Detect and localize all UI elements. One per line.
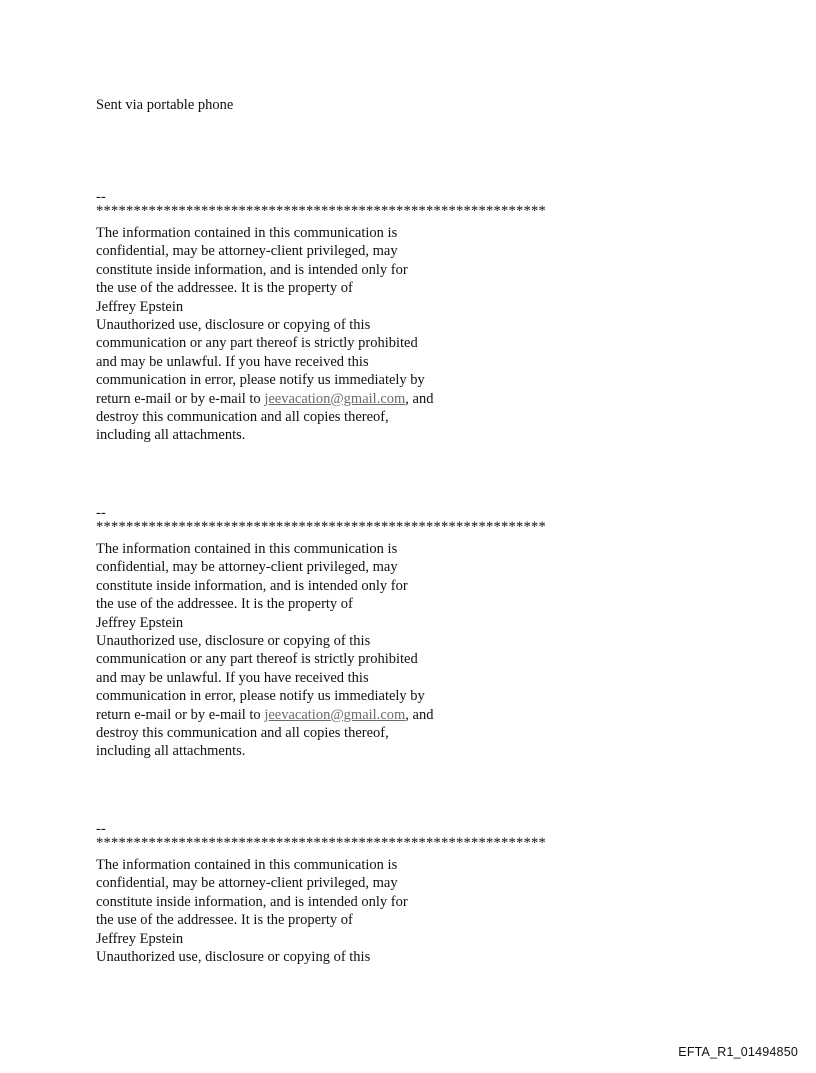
document-id-stamp: EFTA_R1_01494850 [678,1045,798,1059]
separator-dash: -- [96,505,106,521]
disclaimer-text: return e-mail or by e-mail to [96,706,265,723]
email-link[interactable]: jeevacation@gmail.com [264,390,406,407]
disclaimer-line: communication or any part thereof is strictly prohibited [96,651,418,668]
separator-dash: -- [96,189,106,205]
disclaimer-line [96,390,546,408]
disclaimer-line: confidential, may be attorney-client privileged, may [96,559,398,576]
disclaimer-line: destroy this communication and all copies thereof, [96,725,389,742]
disclaimer-line: Jeffrey Epstein [96,930,184,947]
disclaimer-line: the use of the addressee. It is the property of [96,280,353,297]
disclaimer-line: communication in error, please notify us immediately by [96,372,425,389]
disclaimer-line: and may be unlawful. If you have received this [96,669,369,686]
disclaimer-line: constitute inside information, and is intended only for [96,577,408,594]
separator-stars: ************************************************************ [96,519,546,535]
separator-dash: -- [96,821,106,837]
disclaimer-block-2 [96,506,546,761]
disclaimer-line: confidential, may be attorney-client privileged, may [96,243,398,260]
disclaimer-line: The information contained in this communication is [96,541,398,557]
disclaimer-line: communication or any part thereof is strictly prohibited [96,335,418,352]
disclaimer-text: , and [405,390,434,407]
disclaimer-line: including all attachments. [96,743,246,760]
disclaimer-line: Unauthorized use, disclosure or copying of this [96,633,371,650]
disclaimer-line: communication in error, please notify us immediately by [96,688,425,705]
disclaimer-line: Jeffrey Epstein [96,298,184,315]
disclaimer-line: constitute inside information, and is intended only for [96,893,408,910]
disclaimer-line: including all attachments. [96,427,246,444]
disclaimer-block-1 [96,190,546,445]
email-link[interactable]: jeevacation@gmail.com [264,706,406,723]
sent-via-line: Sent via portable phone [96,97,234,113]
disclaimer-line: confidential, may be attorney-client privileged, may [96,875,398,892]
disclaimer-line: the use of the addressee. It is the property of [96,912,353,929]
disclaimer-line: The information contained in this communication is [96,225,398,241]
disclaimer-line: constitute inside information, and is intended only for [96,261,408,278]
disclaimer-line: Jeffrey Epstein [96,614,184,631]
disclaimer-line [96,706,546,724]
disclaimer-line: Unauthorized use, disclosure or copying of this [96,317,371,334]
separator-stars: ************************************************************ [96,203,546,219]
disclaimer-text: return e-mail or by e-mail to [96,390,265,407]
disclaimer-line: The information contained in this communication is [96,857,398,873]
disclaimer-line: the use of the addressee. It is the property of [96,596,353,613]
disclaimer-line: and may be unlawful. If you have received this [96,353,369,370]
disclaimer-block-3 [96,822,546,966]
disclaimer-text: , and [405,706,434,723]
disclaimer-line: Unauthorized use, disclosure or copying of this [96,949,371,966]
disclaimer-line: destroy this communication and all copies thereof, [96,409,389,426]
separator-stars: ************************************************************ [96,835,546,851]
